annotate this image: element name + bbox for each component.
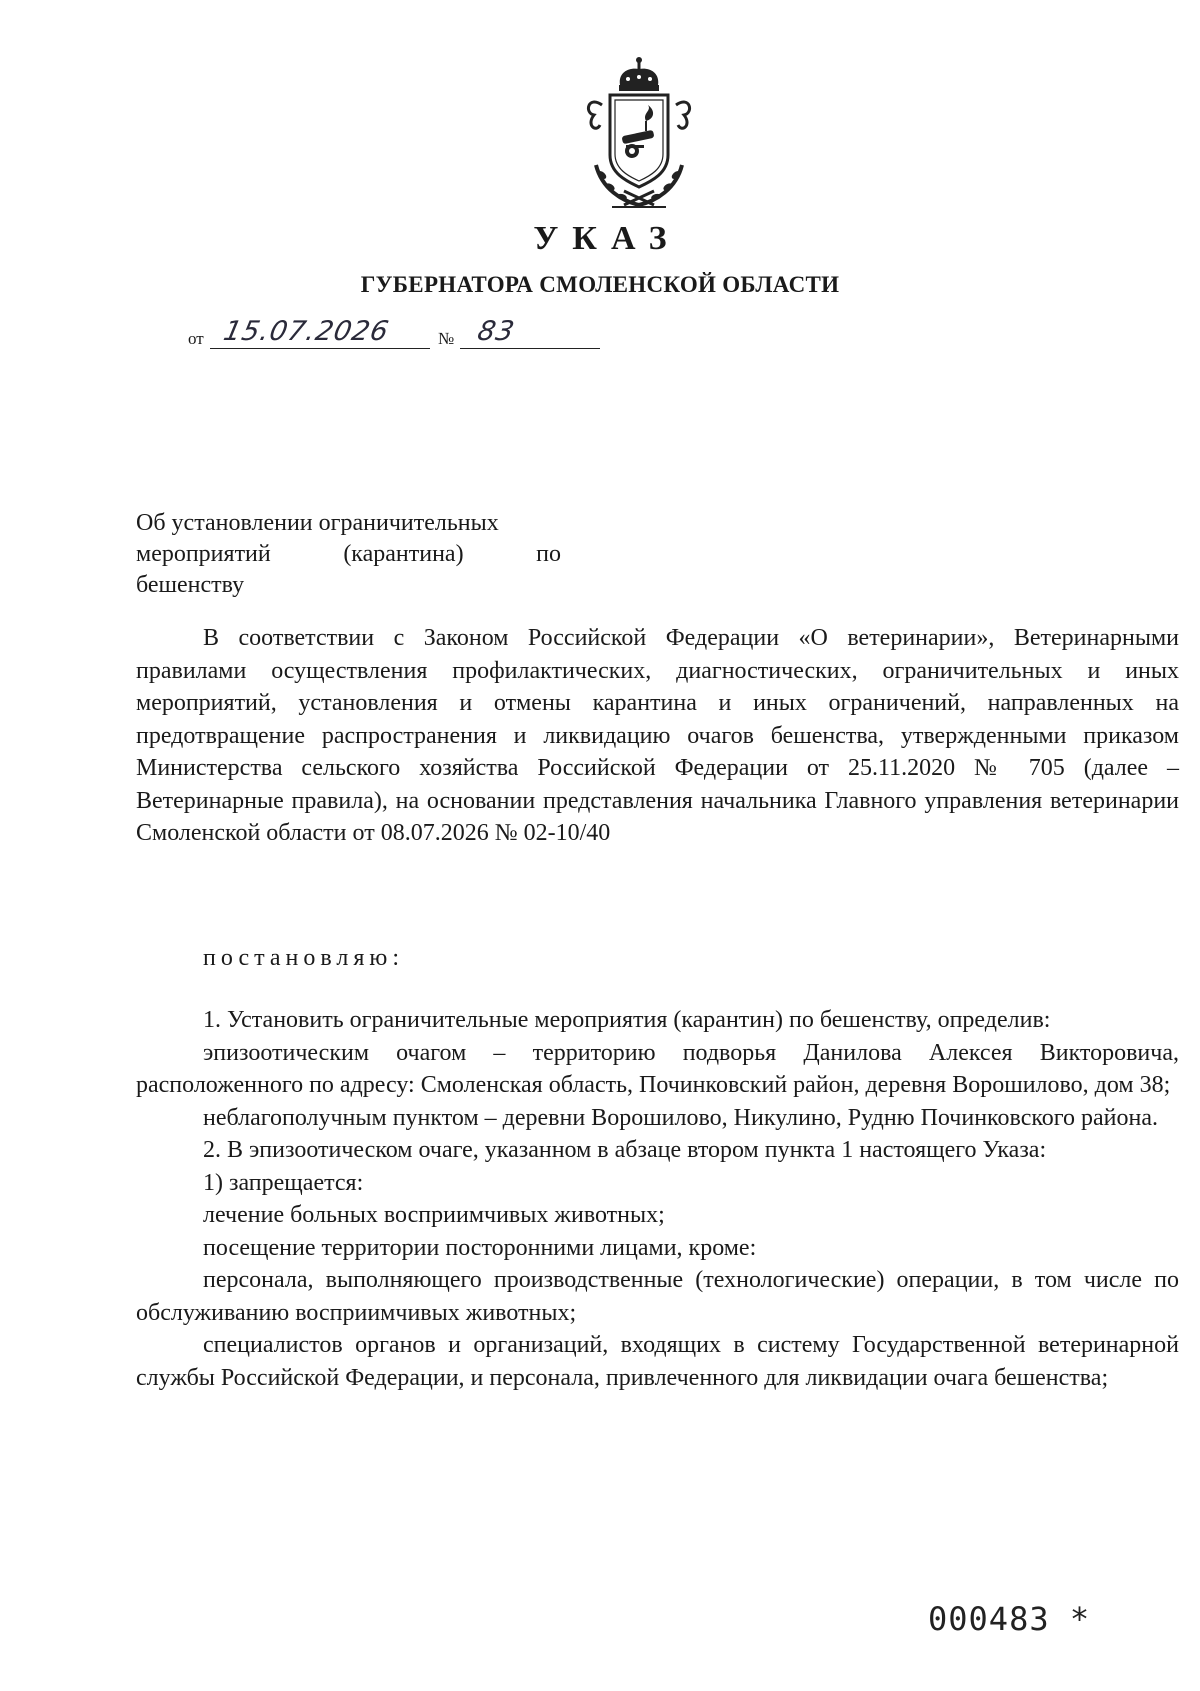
item-paragraph: посещение территории посторонними лицами, кроме:	[203, 1234, 757, 1261]
item-paragraph: эпизоотическим очагом – территорию подворья Данилова Алексея Викторовича, расположенного по адресу: Смоленская область, Починковский район, деревня Ворошилово, дом 38;	[136, 1039, 1179, 1098]
subject-word: (карантина)	[343, 541, 464, 567]
subject-word: мероприятий	[136, 541, 271, 567]
subject-line: Об установлении ограничительных	[136, 510, 499, 536]
decree-word: постановляю:	[203, 945, 404, 971]
number-label: №	[438, 329, 455, 348]
item-paragraph: неблагополучным пунктом – деревни Ворошилово, Никулино, Рудню Починковского района.	[203, 1104, 1159, 1131]
subject-line: бешенству	[136, 572, 245, 598]
date-label: от	[188, 329, 204, 348]
date-number-line	[188, 316, 628, 353]
decree-items	[136, 1004, 1179, 1394]
date-handwritten: 15.07.2026	[220, 316, 392, 347]
item-paragraph: 1) запрещается:	[203, 1169, 364, 1196]
subject-word: по	[536, 541, 561, 567]
preamble-block	[136, 622, 1179, 850]
item-paragraph: 1. Установить ограничительные мероприятия (карантин) по бешенству, определив:	[203, 1007, 1051, 1033]
item-paragraph: 2. В эпизоотическом очаге, указанном в абзаце втором пункта 1 настоящего Указа:	[203, 1137, 1047, 1163]
item-paragraph: специалистов органов и организаций, входящих в систему Государственной ветеринарной службы Российской Федерации, и персонала, привлеченного для ликвидации очага бешенства;	[136, 1332, 1179, 1391]
coat-of-arms-emblem	[582, 55, 696, 213]
document-type-heading: УКАЗ	[533, 220, 681, 257]
document-subject	[136, 508, 561, 601]
item-paragraph: лечение больных восприимчивых животных;	[203, 1202, 665, 1228]
preamble-paragraph: В соответствии с Законом Российской Федерации «О ветеринарии», Ветеринарными правилами осуществления профилактических, диагностических, ограничительных и иных мероприятий, установления и отмены карантина и иных ограничений, направленных на предотвращение распространения и ликвидацию очагов бешенства, утвержденными приказом Министерства сельского хозяйства Российской Федерации от 25.11.2020 № 705 (далее – Ветеринарные правила), на основании представления начальника Главного управления ветеринарии Смоленской области от 08.07.2026 № 02-10/40	[136, 625, 1179, 846]
serial-number: 000483 *	[928, 1600, 1091, 1638]
item-paragraph: персонала, выполняющего производственные (технологические) операции, в том числе по обслуживанию восприимчивых животных;	[136, 1267, 1179, 1326]
number-handwritten: 83	[474, 316, 518, 347]
subject-line	[136, 539, 561, 570]
issuing-authority: ГУБЕРНАТОРА СМОЛЕНСКОЙ ОБЛАСТИ	[360, 272, 840, 297]
